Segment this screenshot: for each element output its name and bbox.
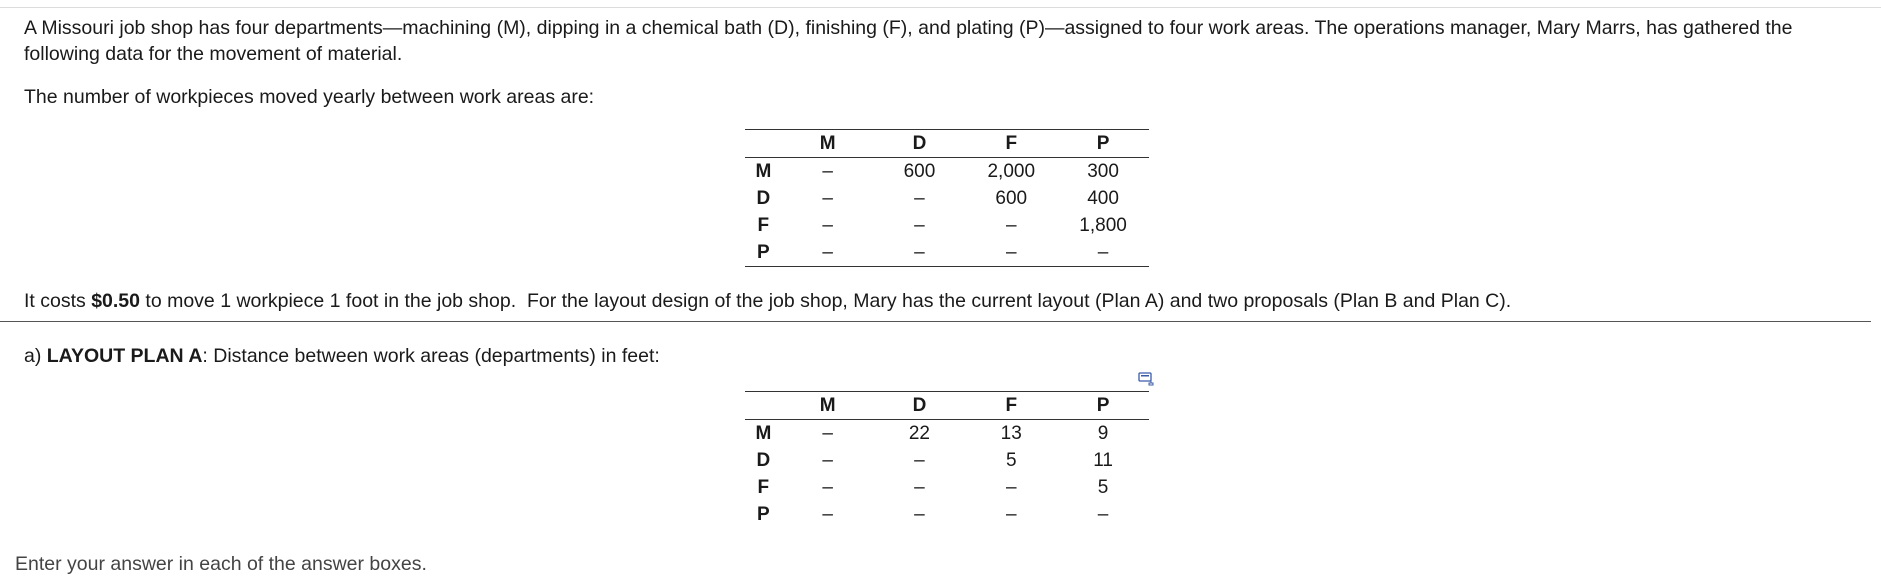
flow-row-header: F xyxy=(757,214,770,236)
flow-row-header: M xyxy=(755,160,772,182)
table-row xyxy=(745,158,1149,186)
plan-a-prefix: a) xyxy=(24,345,47,367)
plan-a-suffix: : Distance between work areas (departments) in feet: xyxy=(202,345,660,367)
distance-col-header: F xyxy=(1005,394,1018,416)
distance-cell: 9 xyxy=(1097,422,1109,444)
plan-a-heading xyxy=(24,343,660,369)
table-row xyxy=(745,185,1149,212)
distance-cell: – xyxy=(822,422,833,444)
flow-table xyxy=(745,129,1149,267)
plan-a-title: LAYOUT PLAN A xyxy=(46,345,203,367)
cost-suffix: to move 1 workpiece 1 foot in the job shop. For the layout design of the job shop, Mary has the current layout (Plan A) and two proposals (Plan B and Plan C). xyxy=(140,290,1512,312)
cost-amount: $0.50 xyxy=(91,290,140,312)
distance-cell: – xyxy=(822,503,833,525)
flow-col-header: M xyxy=(819,132,836,154)
table-row xyxy=(745,474,1149,501)
distance-cell: 5 xyxy=(1005,449,1017,471)
intro-paragraph: A Missouri job shop has four departments—machining (M), dipping in a chemical bath (D), finishing (F), and plating (P)—assigned to four work areas. The operations manager, Mary Marrs, has gathered the following data for the movement of material. xyxy=(24,17,1793,65)
flow-col-header: P xyxy=(1096,132,1110,154)
flow-cell: – xyxy=(1005,241,1017,263)
table-row xyxy=(745,447,1149,474)
flow-cell: – xyxy=(822,241,833,263)
distance-col-header: D xyxy=(912,394,927,416)
flow-row-header: D xyxy=(756,187,771,209)
answer-instruction: Enter your answer in each of the answer boxes. xyxy=(15,553,427,575)
distance-cell: – xyxy=(1005,503,1017,525)
flow-cell: – xyxy=(1005,214,1017,236)
flow-table-caption: The number of workpieces moved yearly between work areas are: xyxy=(24,86,595,108)
top-border xyxy=(0,7,1881,8)
cost-paragraph xyxy=(24,288,1511,314)
distance-cell: 22 xyxy=(908,422,930,444)
flow-cell: – xyxy=(914,187,925,209)
cost-prefix: It costs xyxy=(24,290,92,312)
distance-row-header: F xyxy=(757,476,770,498)
distance-row-header: D xyxy=(756,449,771,471)
flow-cell: – xyxy=(914,214,925,236)
table-row xyxy=(745,420,1149,448)
distance-cell: – xyxy=(914,449,925,471)
table-row xyxy=(745,212,1149,239)
flow-cell: – xyxy=(914,241,925,263)
distance-cell: 11 xyxy=(1093,449,1113,471)
distance-cell: – xyxy=(914,476,925,498)
table-row xyxy=(745,239,1149,267)
distance-cell: – xyxy=(1005,476,1017,498)
flow-cell: 600 xyxy=(903,160,936,182)
distance-cell: – xyxy=(822,476,833,498)
flow-table-corner xyxy=(745,130,782,158)
distance-col-header: M xyxy=(819,394,836,416)
flow-cell: 1,800 xyxy=(1079,214,1127,236)
distance-cell: – xyxy=(914,503,925,525)
distance-cell: – xyxy=(822,449,833,471)
distance-row-header: M xyxy=(755,422,772,444)
distance-row-header: P xyxy=(757,503,770,525)
flow-row-header: P xyxy=(757,241,770,263)
flow-cell: – xyxy=(1097,241,1109,263)
distance-col-header: P xyxy=(1096,394,1110,416)
section-divider xyxy=(0,321,1871,322)
flow-cell: 2,000 xyxy=(987,160,1036,182)
flow-cell: – xyxy=(822,160,833,182)
copy-icon[interactable] xyxy=(1138,372,1154,386)
distance-cell: 13 xyxy=(1000,422,1022,444)
flow-cell: – xyxy=(822,214,833,236)
flow-cell: 300 xyxy=(1087,160,1119,182)
flow-cell: 400 xyxy=(1087,187,1119,209)
flow-cell: 600 xyxy=(995,187,1028,209)
flow-table-header-row xyxy=(745,130,1149,158)
table-row xyxy=(745,501,1149,528)
distance-cell: 5 xyxy=(1097,476,1109,498)
distance-table-header-row xyxy=(745,392,1149,420)
distance-table-corner xyxy=(745,392,782,420)
flow-col-header: F xyxy=(1005,132,1018,154)
distance-table xyxy=(745,391,1149,528)
flow-cell: – xyxy=(822,187,833,209)
flow-col-header: D xyxy=(912,132,927,154)
distance-cell: – xyxy=(1097,503,1109,525)
